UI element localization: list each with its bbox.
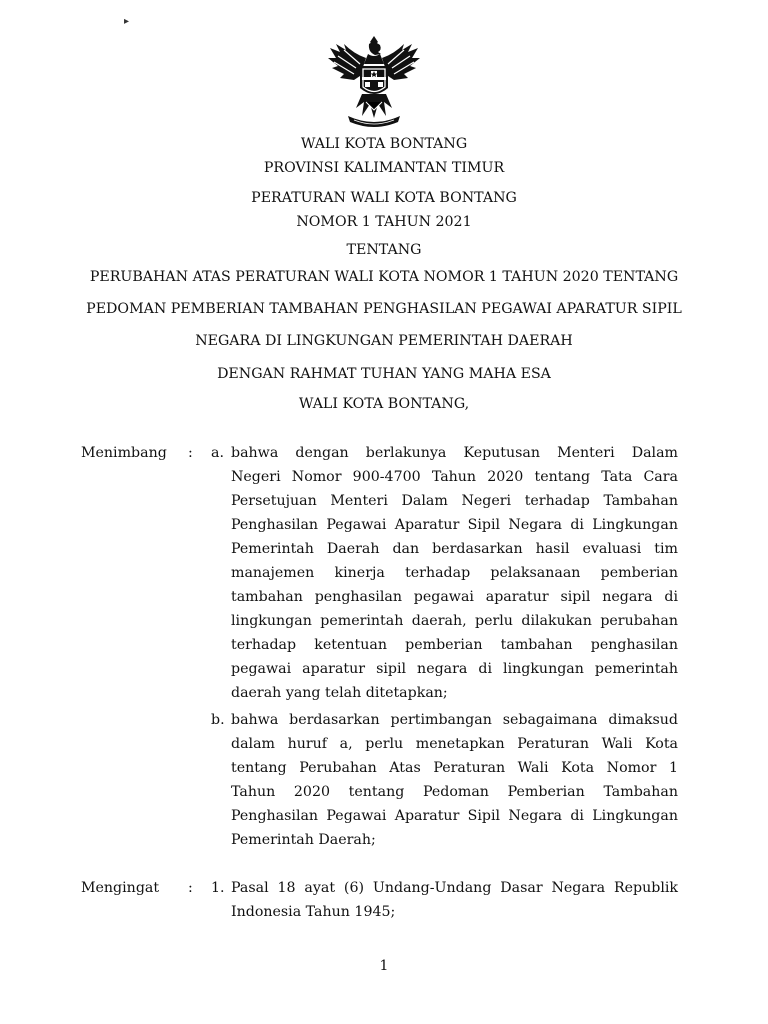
mengingat-colon: : (188, 880, 193, 896)
tentang-heading: TENTANG (346, 242, 422, 258)
menimbang-label: Menimbang (81, 445, 167, 461)
item-text-line: Persetujuan Menteri Dalam Negeri terhadap Tambahan (231, 493, 678, 509)
item-marker: a. (211, 445, 224, 461)
item-text-line: bahwa berdasarkan pertimbangan sebagaimana dimaksud (231, 712, 678, 728)
item-text-line: daerah yang telah ditetapkan; (231, 685, 448, 701)
garuda-emblem-icon (326, 36, 422, 128)
page-number: 1 (379, 958, 389, 974)
regulation-title: PERATURAN WALI KOTA BONTANG (251, 190, 517, 206)
item-text-line: Indonesia Tahun 1945; (231, 904, 396, 920)
item-text-line: terhadap ketentuan pemberian tambahan penghasilan (231, 637, 678, 653)
item-text-line: Pasal 18 ayat (6) Undang-Undang Dasar Negara Republik (231, 880, 678, 896)
item-text-line: Pemerintah Daerah dan berdasarkan hasil evaluasi tim (231, 541, 678, 557)
issuer-title: WALI KOTA BONTANG (300, 136, 468, 152)
item-text-line: tentang Perubahan Atas Peraturan Wali Kota Nomor 1 (231, 760, 678, 776)
item-text-line: dalam huruf a, perlu menetapkan Peraturan Wali Kota (231, 736, 678, 752)
item-text-line: Penghasilan Pegawai Aparatur Sipil Negara di Lingkungan (231, 517, 678, 533)
item-text-line: bahwa dengan berlakunya Keputusan Menteri Dalam (231, 445, 678, 461)
item-text-line: Penghasilan Pegawai Aparatur Sipil Negara di Lingkungan (231, 808, 678, 824)
item-marker: 1. (211, 880, 225, 896)
preamble-line: DENGAN RAHMAT TUHAN YANG MAHA ESA (217, 366, 551, 382)
item-text-line: tambahan penghasilan pegawai aparatur sipil negara di (231, 589, 678, 605)
subject-line-3: NEGARA DI LINGKUNGAN PEMERINTAH DAERAH (195, 333, 573, 349)
issuer-closing: WALI KOTA BONTANG, (298, 396, 470, 412)
item-text-line: Tahun 2020 tentang Pedoman Pemberian Tambahan (231, 784, 678, 800)
item-marker: b. (211, 712, 225, 728)
item-text-line: lingkungan pemerintah daerah, perlu dilakukan perubahan (231, 613, 678, 629)
mengingat-label: Mengingat (81, 880, 160, 896)
item-text-line: Negeri Nomor 900-4700 Tahun 2020 tentang Tata Cara (231, 469, 678, 485)
item-text-line: manajemen kinerja terhadap pelaksanaan pemberian (231, 565, 678, 581)
item-text-line: Pemerintah Daerah; (231, 832, 376, 848)
menimbang-colon: : (188, 445, 193, 461)
subject-line-1: PERUBAHAN ATAS PERATURAN WALI KOTA NOMOR 1 TAHUN 2020 TENTANG (89, 269, 679, 285)
scan-mark: ▸ (124, 16, 130, 27)
item-text-line: pegawai aparatur sipil negara di lingkungan pemerintah (231, 661, 678, 677)
province-title: PROVINSI KALIMANTAN TIMUR (263, 160, 505, 176)
regulation-number: NOMOR 1 TAHUN 2021 (296, 214, 472, 230)
subject-line-2: PEDOMAN PEMBERIAN TAMBAHAN PENGHASILAN PEGAWAI APARATUR SIPIL (86, 301, 682, 317)
